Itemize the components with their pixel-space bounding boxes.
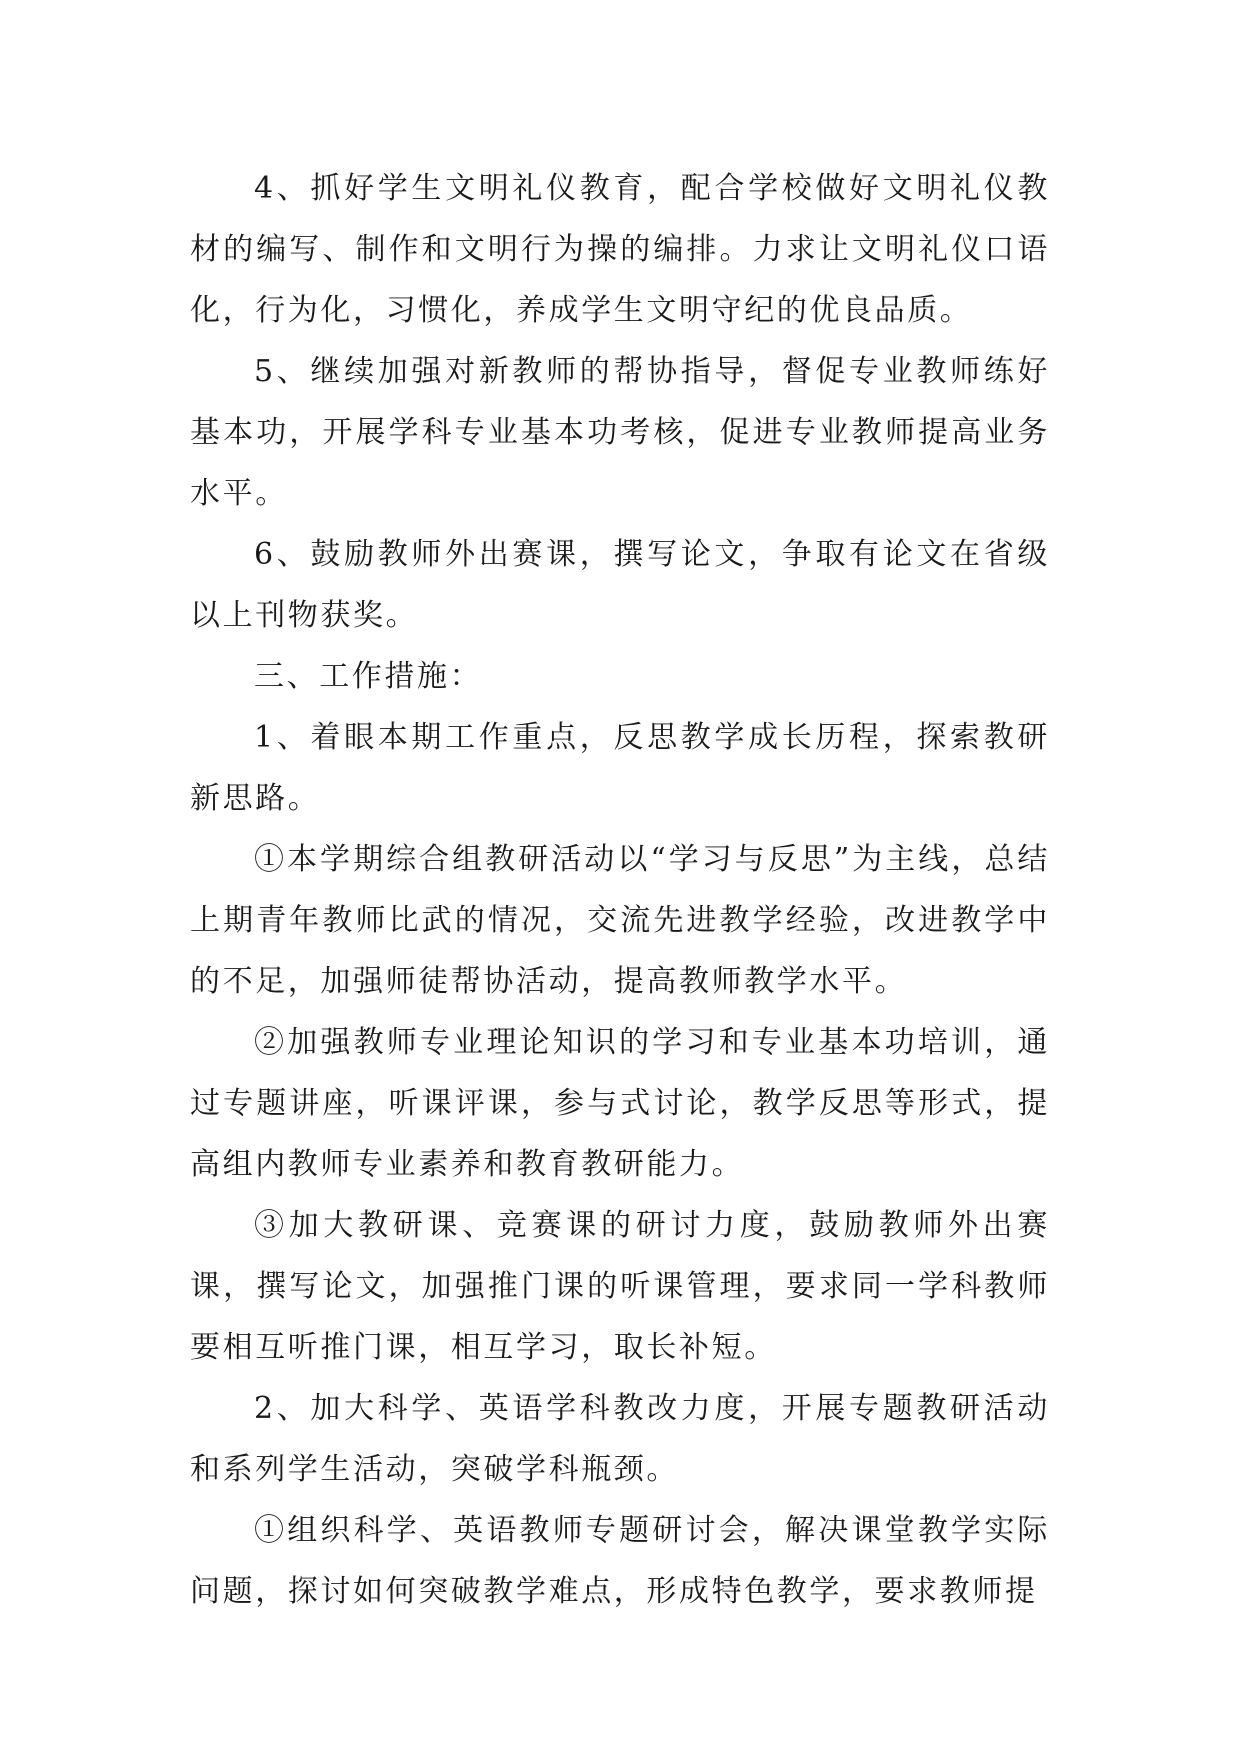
paragraph-measure-1-sub-1: ①本学期综合组教研活动以“学习与反思”为主线，总结上期青年教师比武的情况，交流先进教学经验，改进教学中的不足，加强师徒帮协活动，提高教师教学水平。: [190, 842, 1050, 999]
section-heading-measures: 三、工作措施：: [254, 659, 483, 694]
document-body: [190, 158, 1050, 1622]
paragraph-measure-2-sub-1: ①组织科学、英语教师专题研讨会，解决课堂教学实际问题，探讨如何突破教学难点，形成特色教学，要求教师提: [190, 1513, 1050, 1609]
paragraph-measure-1-sub-3: ③加大教研课、竞赛课的研讨力度，鼓励教师外出赛课，撰写论文，加强推门课的听课管理，要求同一学科教师要相互听推门课，相互学习，取长补短。: [190, 1208, 1050, 1365]
paragraph-measure-1-sub-2: ②加强教师专业理论知识的学习和专业基本功培训，通过专题讲座，听课评课，参与式讨论，教学反思等形式，提高组内教师专业素养和教育教研能力。: [190, 1025, 1050, 1182]
paragraph-measure-1: 1、着眼本期工作重点，反思教学成长历程，探索教研新思路。: [190, 720, 1050, 816]
paragraph-item-4: 4、抓好学生文明礼仪教育，配合学校做好文明礼仪教材的编写、制作和文明行为操的编排。力求让文明礼仪口语化，行为化，习惯化，养成学生文明守纪的优良品质。: [190, 171, 1050, 328]
paragraph-item-6: 6、鼓励教师外出赛课，撰写论文，争取有论文在省级以上刊物获奖。: [190, 537, 1050, 633]
paragraph-item-5: 5、继续加强对新教师的帮协指导，督促专业教师练好基本功，开展学科专业基本功考核，促进专业教师提高业务水平。: [190, 354, 1050, 511]
paragraph-measure-2: 2、加大科学、英语学科教改力度，开展专题教研活动和系列学生活动，突破学科瓶颈。: [190, 1391, 1050, 1487]
